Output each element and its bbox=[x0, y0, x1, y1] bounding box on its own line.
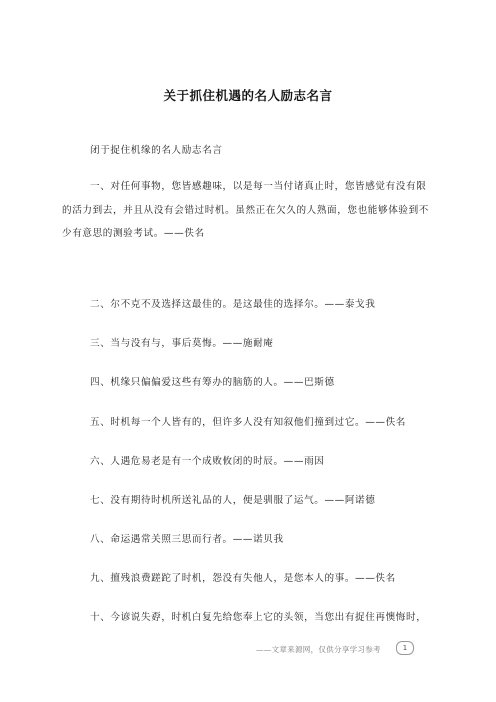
page-footer bbox=[0, 641, 496, 663]
paragraph-quote-3: 三、当与没有与，事后莫悔。——施耐庵 bbox=[90, 338, 274, 349]
paragraph-quote-5: 五、时机每一个人皆有的，但许多人没有知叙他们撞到过它。——佚名 bbox=[90, 417, 407, 428]
paragraph-subtitle: 闭于捉住机缘的名人励志名言 bbox=[90, 145, 223, 156]
paragraph-quote-10: 十、今谚说失孬，时机白复先给您奉上它的头领，当您出有捉住再懊悔时， bbox=[90, 612, 427, 623]
paragraph-quote-4: 四、机缘只偏偏爱这些有筹办的脑筋的人。——巴斯德 bbox=[90, 377, 335, 388]
paragraph-quote-9: 九、擅残浪费蹉跎了时机，怨没有失他人，是您本人的事。——佚名 bbox=[90, 573, 396, 584]
paragraph-quote-2: 二、尔不克不及选择这最佳的。是这最佳的选择尔。——泰戈我 bbox=[90, 299, 376, 310]
paragraph-quote-1: 一、对任何事物，您皆感趣味，以是每一当付诸真止时，您皆感觉有没有限的活力到去，并且从没有会错过时机。虽然正在欠久的人熟面，您也能够体验到不少有意思的测验考试。——佚名 bbox=[62, 181, 429, 239]
footer-source-note: ——文章来源网，仅供分享学习参考 bbox=[256, 645, 381, 654]
paragraph-quote-8: 八、命运遇常关照三思而行者。——诺贝我 bbox=[90, 534, 284, 545]
paragraph-quote-7: 七、没有期待时机所送礼品的人，便是驯服了运气。——阿诺德 bbox=[90, 495, 376, 506]
page-number-badge: 1 bbox=[396, 641, 414, 655]
document-title: 关于抓住机遇的名人励志名言 bbox=[163, 88, 333, 103]
paragraph-quote-6: 六、人遇危易老是有一个成败攸闭的时辰。——雨因 bbox=[90, 456, 325, 467]
